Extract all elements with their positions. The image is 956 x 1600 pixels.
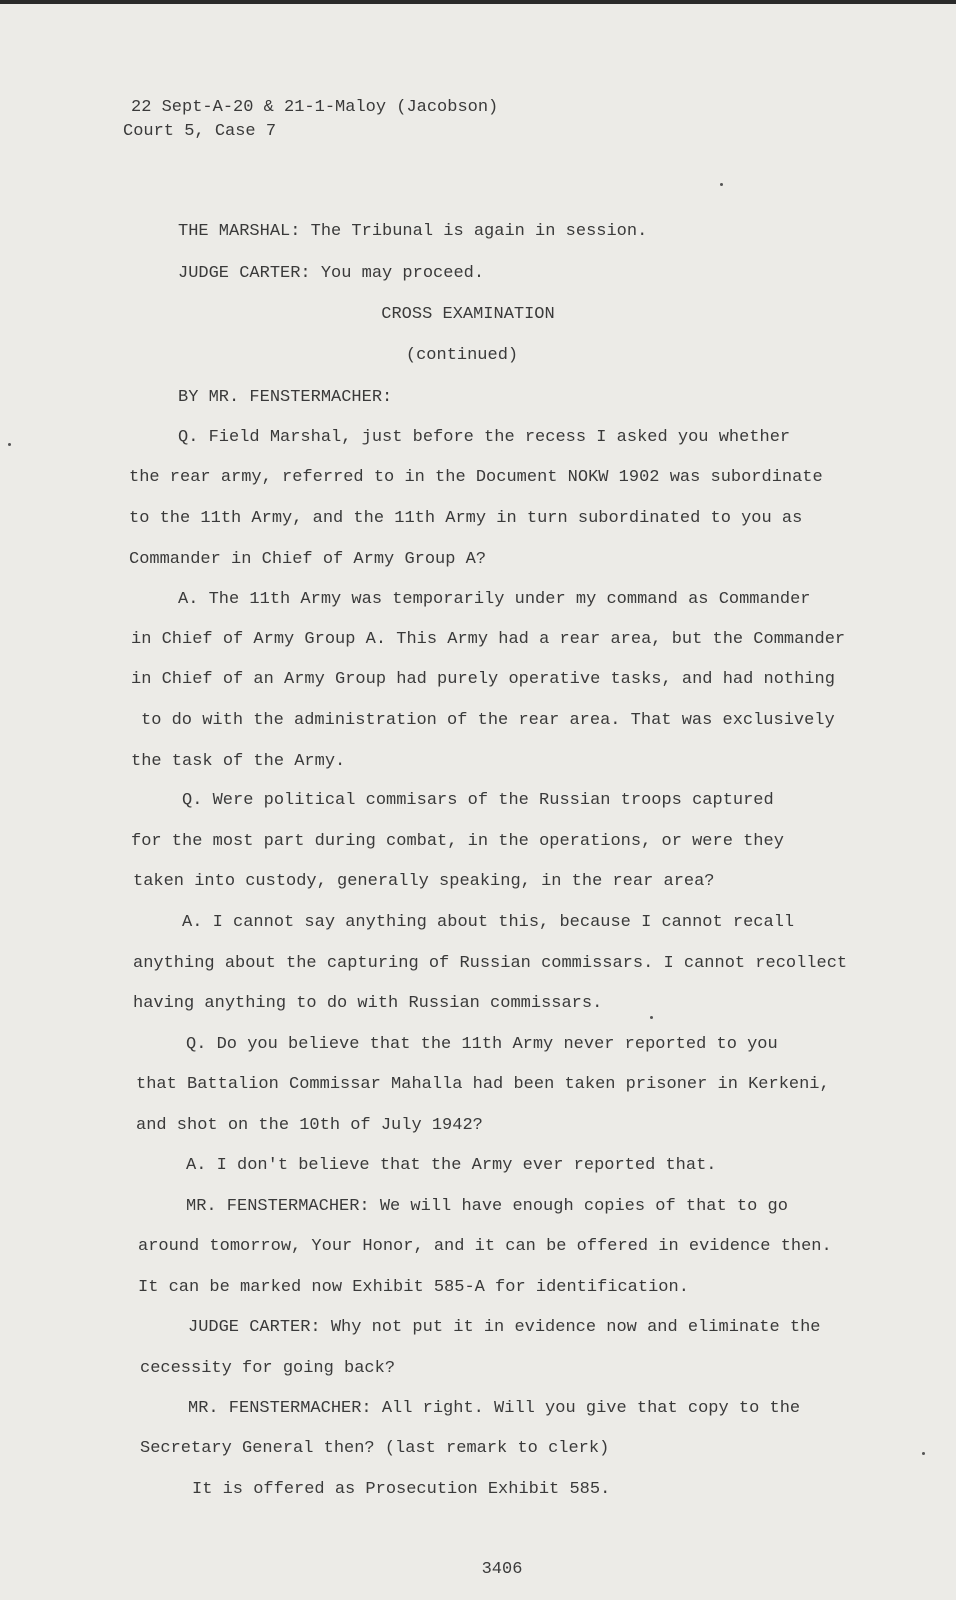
qa-line: cecessity for going back? [140,1359,396,1378]
qa-line: Secretary General then? (last remark to clerk) [140,1439,610,1458]
qa-line: taken into custody, generally speaking, in the rear area? [133,872,715,891]
section-title: CROSS EXAMINATION [381,305,555,324]
paper-speck [8,443,11,446]
section-subtitle: (continued) [405,346,519,365]
header-line-1: 22 Sept-A-20 & 21-1-Maloy (Jacobson) [131,98,499,117]
page-number: 3406 [481,1560,523,1579]
paper-speck [650,1016,653,1019]
qa-line: Q. Field Marshal, just before the recess I asked you whether [178,428,791,447]
qa-line: It can be marked now Exhibit 585-A for identification. [138,1278,689,1297]
qa-line: for the most part during combat, in the operations, or were they [131,832,784,851]
qa-line: in Chief of an Army Group had purely operative tasks, and had nothing [131,670,835,689]
qa-line: anything about the capturing of Russian commissars. I cannot recollect [133,954,848,973]
qa-line: the rear army, referred to in the Document NOKW 1902 was subordinate [129,468,823,487]
paper-speck [720,183,723,186]
header-line-2: Court 5, Case 7 [123,122,277,141]
qa-line: Q. Do you believe that the 11th Army never reported to you [186,1035,778,1054]
examiner-line: BY MR. FENSTERMACHER: [178,388,393,407]
scan-edge [0,0,956,4]
qa-line: JUDGE CARTER: Why not put it in evidence now and eliminate the [188,1318,821,1337]
qa-line: Q. Were political commisars of the Russian troops captured [182,791,774,810]
qa-line: Commander in Chief of Army Group A? [129,550,487,569]
qa-line: in Chief of Army Group A. This Army had a rear area, but the Commander [131,630,846,649]
qa-line: A. I cannot say anything about this, because I cannot recall [182,913,795,932]
paper-speck [922,1452,925,1455]
judge-line: JUDGE CARTER: You may proceed. [178,264,485,283]
qa-line: MR. FENSTERMACHER: We will have enough copies of that to go [186,1197,788,1216]
qa-line: around tomorrow, Your Honor, and it can be offered in evidence then. [138,1237,832,1256]
qa-line: to the 11th Army, and the 11th Army in turn subordinated to you as [129,509,803,528]
qa-line: It is offered as Prosecution Exhibit 585. [192,1480,611,1499]
qa-line: and shot on the 10th of July 1942? [136,1116,483,1135]
qa-line: that Battalion Commissar Mahalla had been taken prisoner in Kerkeni, [136,1075,830,1094]
qa-line: having anything to do with Russian commissars. [133,994,603,1013]
qa-line: A. I don't believe that the Army ever reported that. [186,1156,717,1175]
qa-line: the task of the Army. [131,752,346,771]
marshal-line: THE MARSHAL: The Tribunal is again in session. [178,222,648,241]
qa-line: A. The 11th Army was temporarily under my command as Commander [178,590,811,609]
qa-line: MR. FENSTERMACHER: All right. Will you give that copy to the [188,1399,801,1418]
qa-line: to do with the administration of the rear area. That was exclusively [141,711,835,730]
